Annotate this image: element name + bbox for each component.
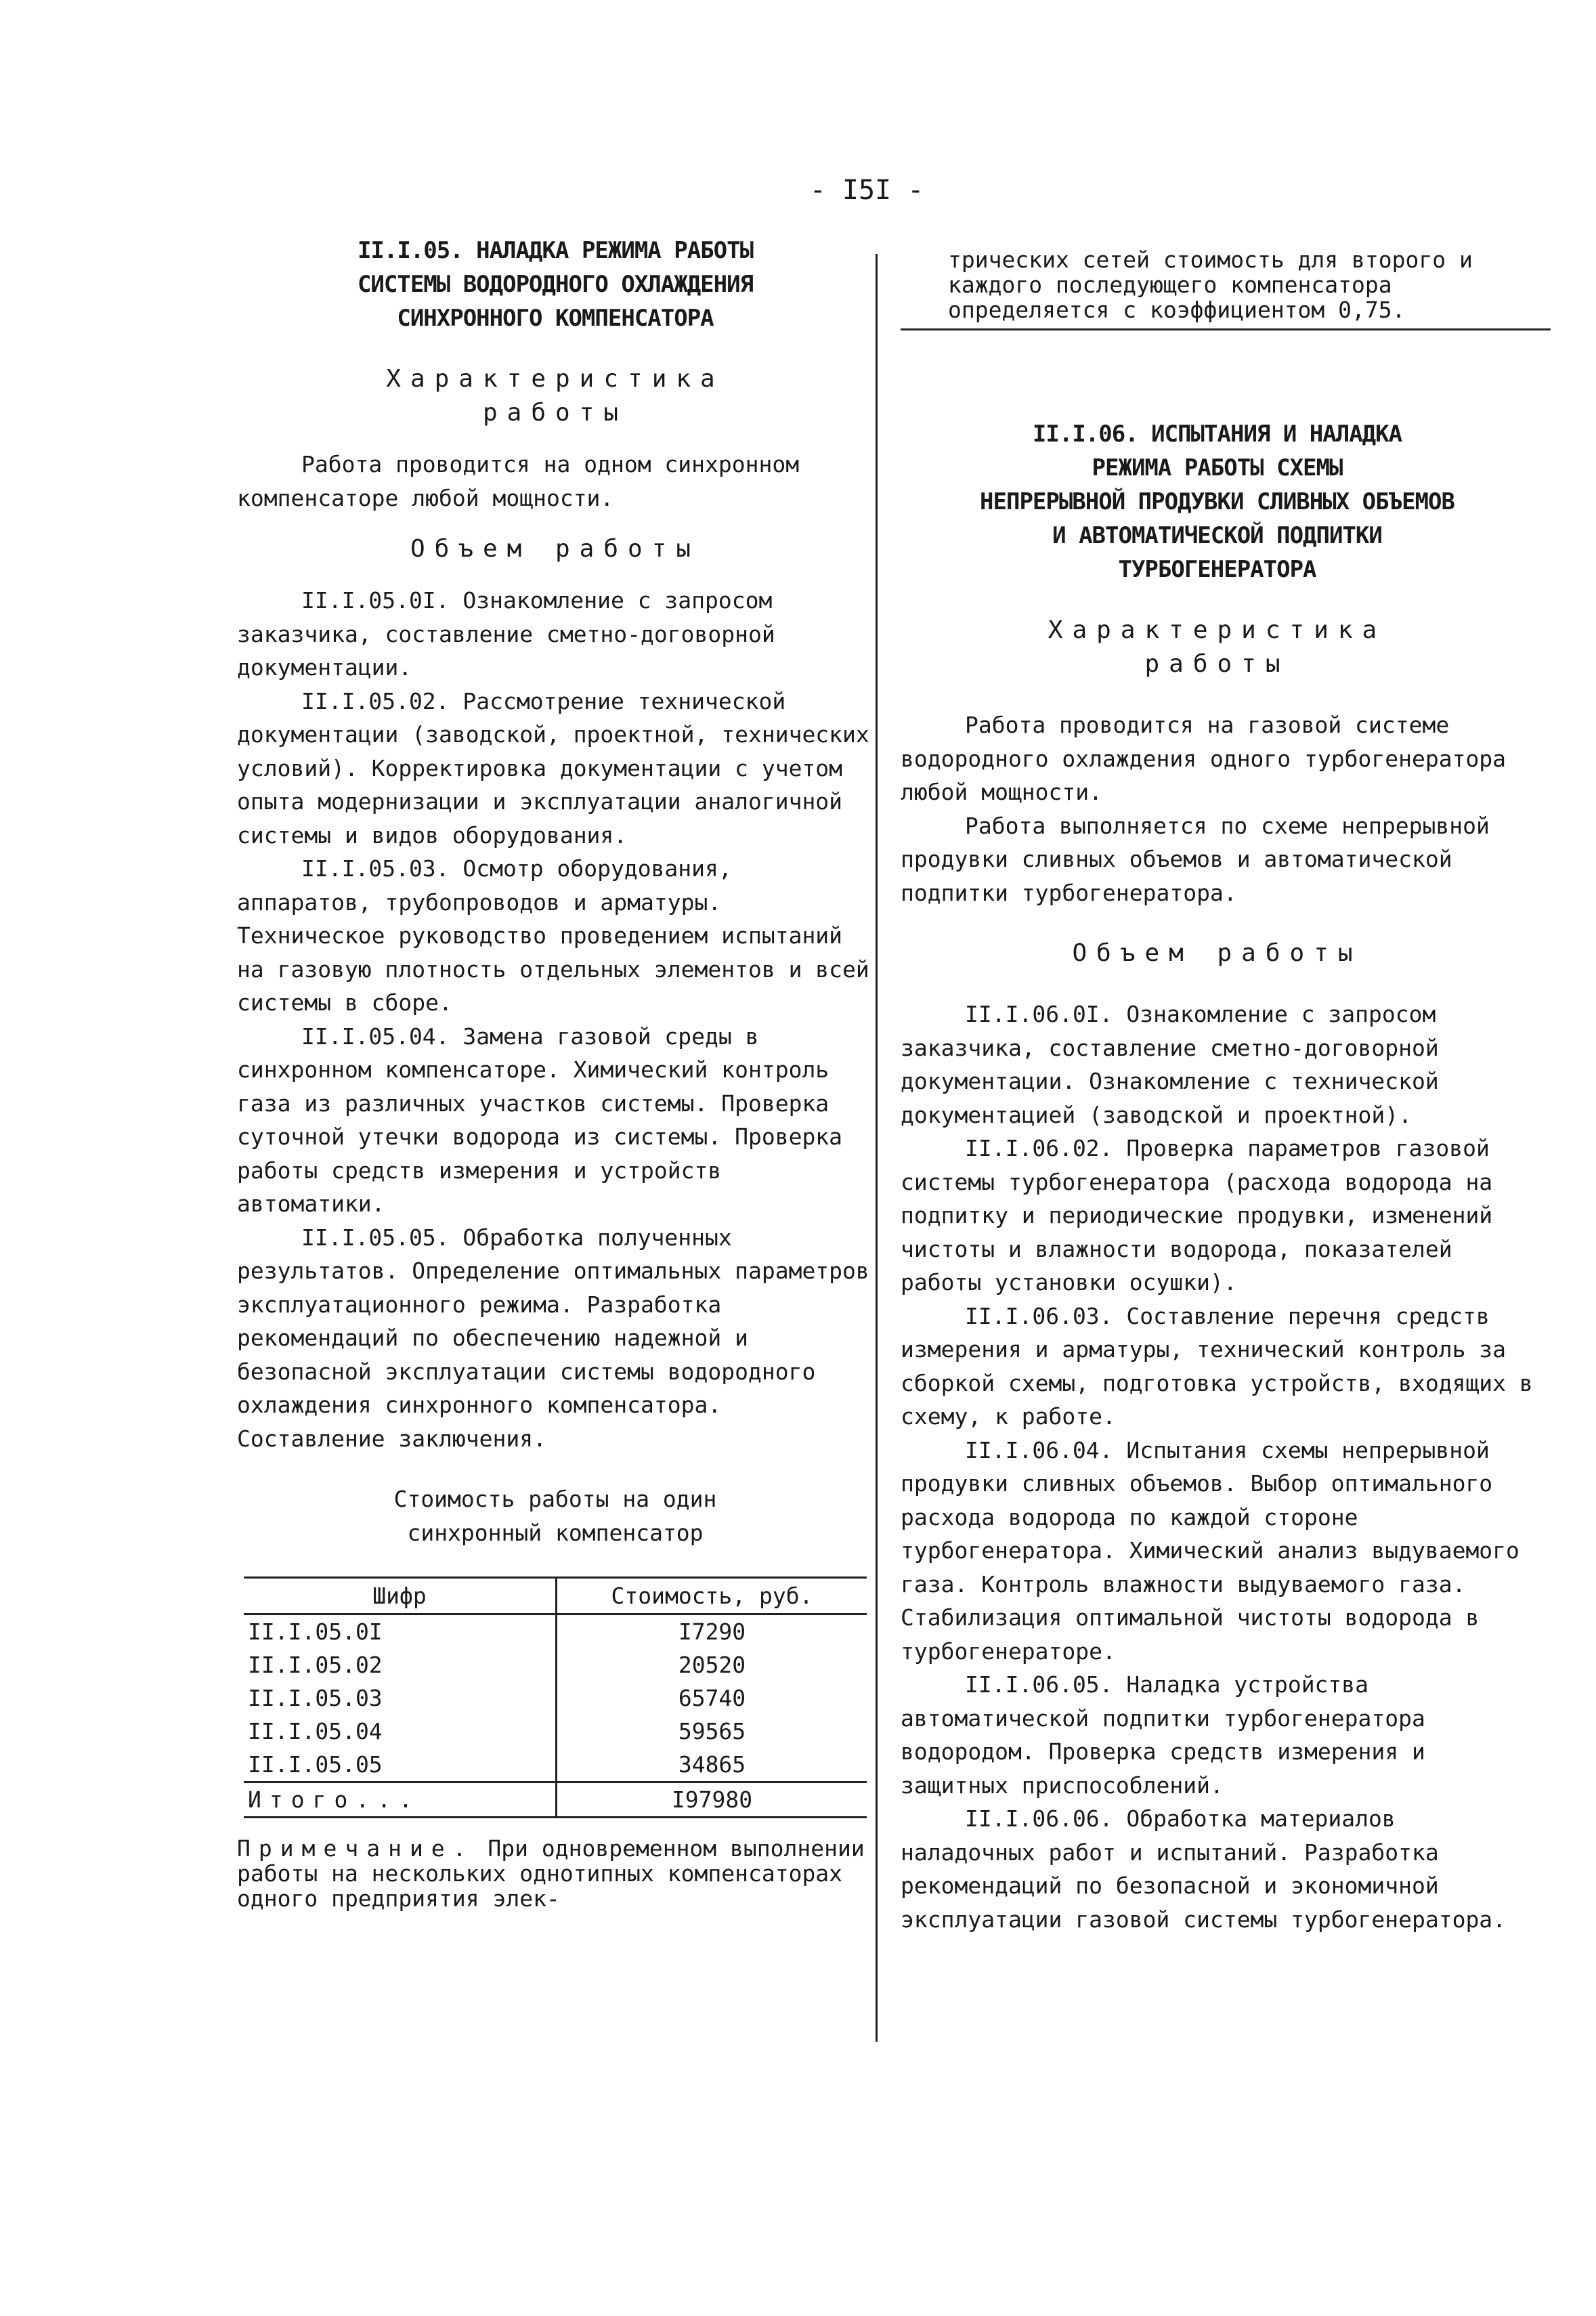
scope-item: II.I.05.03. Осмотр оборудования, аппаратов, трубопроводов и арматуры. Техническое руководство проведением испытаний на газовую плотность отдельных элементов и всей системы в сборе.: [237, 855, 869, 1016]
table-total-row: [244, 1782, 867, 1818]
cost-table: [244, 1577, 867, 1818]
column-divider: [876, 254, 878, 2042]
title-line: И АВТОМАТИЧЕСКОЙ ПОДПИТКИ: [1052, 522, 1382, 549]
cost-caption-line: Стоимость работы на один: [393, 1486, 717, 1512]
scope-item: II.I.05.04. Замена газовой среды в синхронном компенсаторе. Химический контроль газа из различных участков системы. Проверка суточной утечки водорода из системы. Проверка работы средств измерения и устройств автоматики.: [237, 1023, 843, 1217]
char-heading-line: работы: [1144, 650, 1290, 678]
title-line: ТУРБОГЕНЕРАТОРА: [1118, 556, 1316, 583]
title-line: II.I.06. ИСПЫТАНИЯ И НАЛАДКА: [1032, 421, 1402, 448]
char-heading-line: Характеристика: [1048, 616, 1387, 644]
row-value: 20520: [557, 1648, 867, 1681]
total-value: I97980: [557, 1782, 867, 1818]
scope-item: II.I.06.02. Проверка параметров газовой системы турбогенератора (расхода водорода на подпитку и периодические продувки, изменений чистоты и влажности водорода, показателей работы установки осушки).: [901, 1135, 1493, 1295]
char-text: Работа проводится на газовой системе водородного охлаждения одного турбогенератора любой мощности.: [901, 712, 1507, 805]
scope-heading: Объем работы: [1072, 939, 1362, 967]
table-row: [244, 1715, 867, 1748]
row-code: II.I.05.02: [248, 1652, 383, 1678]
title-line: II.I.05. НАЛАДКА РЕЖИМА РАБОТЫ: [357, 237, 754, 264]
scope-item: II.I.06.06. Обработка материалов наладочных работ и испытаний. Разработка рекомендаций по безопасной и экономичной эксплуатации газовой системы турбогенератора.: [901, 1805, 1507, 1933]
table-row: [244, 1681, 867, 1715]
scope-item: II.I.06.04. Испытания схемы непрерывной продувки сливных объемов. Выбор оптимального расхода водорода по каждой стороне турбогенератора. Химический анализ выдуваемого газа. Контроль влажности выдуваемого газа. Стабилизация оптимальной чистоты водорода в турбогенераторе.: [901, 1436, 1519, 1665]
char-heading-line: Характеристика: [386, 365, 725, 393]
note-continuation: трических сетей стоимость для второго и каждого последующего компенсатора определяется с коэффициентом 0,75.: [948, 246, 1473, 323]
char-text: Работа проводится на одном синхронном компенсаторе любой мощности.: [237, 451, 800, 511]
right-column: [901, 247, 1534, 1936]
row-value: 34865: [557, 1748, 867, 1782]
table-row: [244, 1748, 867, 1782]
row-value: I7290: [557, 1614, 867, 1649]
scope-item: II.I.05.0I. Ознакомление с запросом заказчика, составление сметно-договорной документации.: [237, 587, 775, 681]
table-row: [244, 1614, 867, 1649]
row-value: 65740: [557, 1681, 867, 1715]
row-code: II.I.05.03: [248, 1685, 383, 1711]
title-line: НЕПРЕРЫВНОЙ ПРОДУВКИ СЛИВНЫХ ОБЪЕМОВ: [980, 488, 1454, 515]
table-header-code: Шифр: [244, 1578, 557, 1614]
row-value: 59565: [557, 1715, 867, 1748]
title-line: СИСТЕМЫ ВОДОРОДНОГО ОХЛАЖДЕНИЯ: [357, 271, 754, 298]
table-header-cost: Стоимость, руб.: [557, 1578, 867, 1614]
scope-item: II.I.06.0I. Ознакомление с запросом заказчика, составление сметно-договорной документации. Ознакомление с технической документацией (заводской и проектной).: [901, 1001, 1439, 1128]
char-heading-line: работы: [482, 399, 628, 427]
scope-item: II.I.06.05. Наладка устройства автоматической подпитки турбогенератора водородом. Проверка средств измерения и защитных приспособлений.: [901, 1671, 1425, 1799]
scope-heading: Объем работы: [410, 535, 701, 563]
char-text: Работа выполняется по схеме непрерывной продувки сливных объемов и автоматической подпитки турбогенератора.: [901, 812, 1490, 906]
note-lead: Примечание.: [237, 1835, 475, 1862]
note: [237, 1836, 874, 1911]
scope-item: II.I.06.03. Составление перечня средств измерения и арматуры, технический контроль за сборкой схемы, подготовка устройств, входящих в схему, к работе.: [901, 1302, 1533, 1430]
title-line: РЕЖИМА РАБОТЫ СХЕМЫ: [1092, 454, 1343, 481]
total-label: Итого...: [244, 1782, 557, 1818]
scope-item: II.I.05.05. Обработка полученных результатов. Определение оптимальных параметров эксплуатационного режима. Разработка рекомендаций по обеспечению надежной и безопасной эксплуатации системы водородного охлаждения синхронного компенсатора. Составление заключения.: [237, 1224, 869, 1452]
row-code: II.I.05.04: [248, 1718, 383, 1744]
row-code: II.I.05.05: [248, 1751, 383, 1778]
row-code: II.I.05.0I: [248, 1618, 383, 1645]
title-line: СИНХРОННОГО КОМПЕНСАТОРА: [397, 305, 714, 332]
section-title-05: [237, 234, 874, 335]
table-row: [244, 1648, 867, 1681]
scope-item: II.I.05.02. Рассмотрение технической документации (заводской, проектной, технических условий). Корректировка документации с учетом опыта модернизации и эксплуатации аналогичной системы и видов оборудования.: [237, 687, 869, 849]
section-title-06: [901, 417, 1534, 586]
page-number: - I5I -: [809, 175, 924, 206]
left-column: [237, 234, 874, 1911]
cost-caption-line: синхронный компенсатор: [407, 1519, 704, 1546]
note-text: При одновременном выполнении работы на нескольких однотипных компенсаторах одного предприятия элек-: [237, 1835, 865, 1912]
